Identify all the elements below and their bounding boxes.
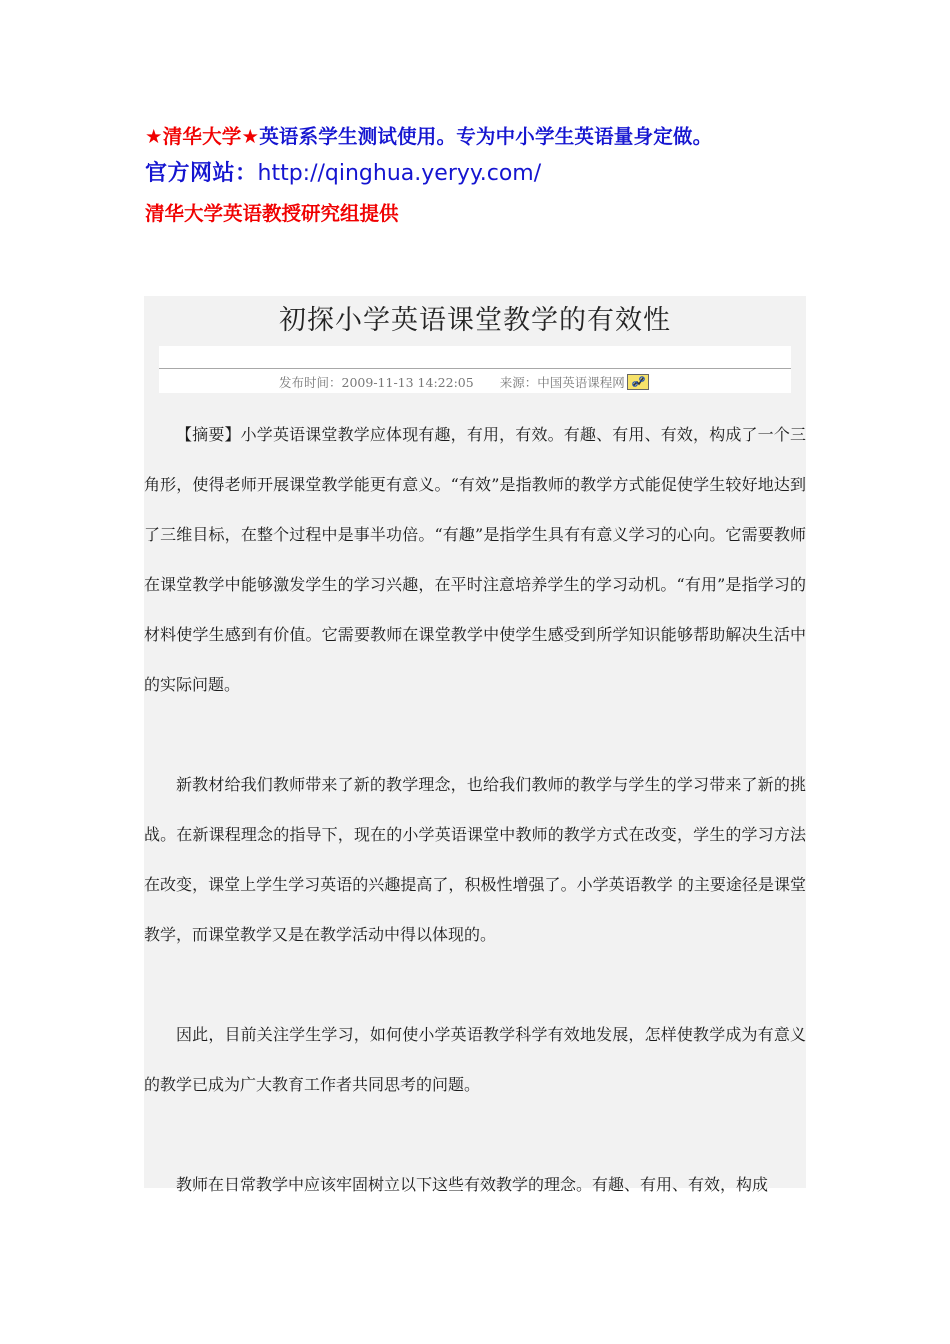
promo-line [145,120,712,154]
link-icon[interactable] [627,374,649,390]
star-icon: ★ [241,125,260,148]
site-label: 官方网站： [145,161,258,186]
star-icon: ★ [145,125,163,148]
paragraph: 【摘要】小学英语课堂教学应体现有趣，有用，有效。有趣、有用、有效，构成了一个三角形，使得老师开展课堂教学能更有意义。“有效”是指教师的教学方式能促使学生较好地达到了三维目标，在整个过程中是事半功倍。“有趣”是指学生具有有意义学习的心向。它需要教师在课堂教学中能够激发学生的学习兴趣，在平时注意培养学生的学习动机。“有用”是指学习的材料使学生感到有价值。它需要教师在课堂教学中使学生感受到所学知识能够帮助解决生活中的实际问题。 [144,425,806,694]
publish-time: 2009-11-13 14:22:05 [341,375,474,390]
provider-line: 清华大学英语教授研究组提供 [145,202,399,225]
paragraph: 新教材给我们教师带来了新的教学理念，也给我们教师的教学与学生的学习带来了新的挑战。在新课程理念的指导下，现在的小学英语课堂中教师的教学方式在改变，学生的学习方法在改变，课堂上学生学习英语的兴趣提高了，积极性增强了。小学英语教学 的主要途径是课堂教学，而课堂教学又是在教学活动中得以体现的。 [144,775,806,944]
university-name: 清华大学 [162,125,242,148]
publish-label: 发布时间： [279,375,342,390]
paragraph: 因此，目前关注学生学习，如何使小学英语教学科学有效地发展，怎样使教学成为有意义的教学已成为广大教育工作者共同思考的问题。 [144,1025,806,1094]
official-site-line [145,156,541,192]
source-label: 来源： [499,375,538,390]
article-title: 初探小学英语课堂教学的有效性 [279,305,671,336]
promo-text: 英语系学生测试使用。专为中小学生英语量身定做。 [259,125,713,148]
site-link[interactable]: http://qinghua.yeryy.com/ [257,161,542,186]
meta-divider [159,368,791,369]
article-body [144,410,806,1210]
article-meta [159,346,791,393]
article [144,296,806,1194]
meta-text [279,374,649,391]
paragraph: 教师在日常教学中应该牢固树立以下这些有效教学的理念。有趣、有用、有效，构成 [176,1175,769,1194]
source-name: 中国英语课程网 [537,375,625,390]
